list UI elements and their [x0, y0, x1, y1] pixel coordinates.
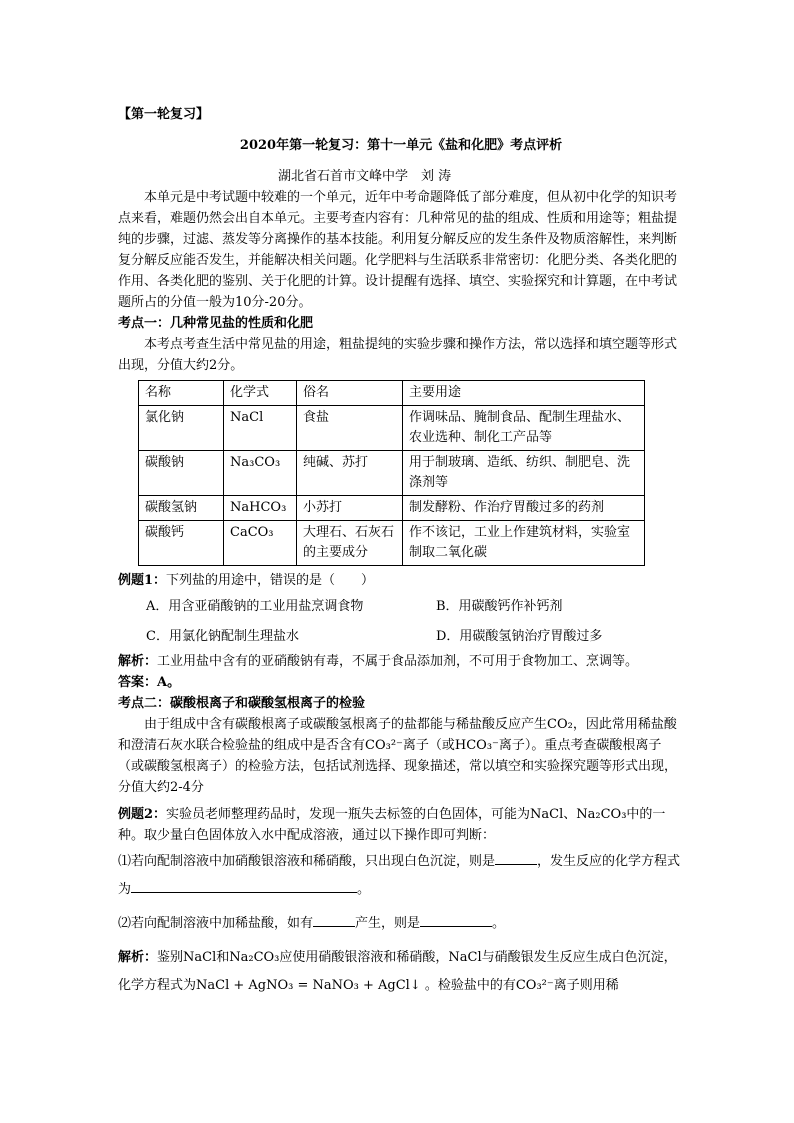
option-d: D．用碳酸氢钠治疗胃酸过多	[436, 628, 603, 644]
table-cell: 食盐	[297, 406, 403, 451]
answer-blank[interactable]	[420, 912, 492, 927]
table-cell: NaHCO₃	[224, 496, 297, 521]
table-cell: 大理石、石灰石的主要成分	[297, 521, 403, 566]
table-cell: 碳酸氢钠	[139, 496, 224, 521]
table-row	[139, 496, 645, 521]
table-header-row	[139, 381, 645, 406]
example2-text: 实验员老师整理药品时，发现一瓶失去标签的白色固体，可能为NaCl、Na₂CO₃中的一种。取少量白色固体放入水中配成溶液，通过以下操作即可判断：	[118, 807, 666, 843]
table-cell: CaCO₃	[224, 521, 297, 566]
analysis-label: 解析：	[118, 950, 158, 965]
example1-text: 下列盐的用途中，错误的是（ ）	[166, 573, 375, 588]
kp1-heading: 考点一：几种常见盐的性质和化肥	[118, 316, 314, 331]
salt-table	[138, 380, 645, 566]
answer-blank[interactable]	[495, 850, 537, 865]
option-b: B．用碳酸钙作补钙剂	[436, 598, 563, 614]
example1-analysis	[118, 651, 684, 672]
q1-text-a: ⑴若向配制溶液中加硝酸银溶液和稀硝酸，只出现白色沉淀，则是	[118, 854, 496, 869]
page-title: 2020年第一轮复习：第十一单元《盐和化肥》考点评析	[239, 138, 563, 153]
q2-text-b: 产生，则是	[355, 916, 421, 931]
kp1-description: 本考点考查生活中常见盐的用途，粗盐提纯的实验步骤和操作方法，常以选择和填空题等形式出现，分值大约2分。	[118, 337, 678, 373]
table-cell: Na₃CO₃	[224, 451, 297, 496]
example1-label: 例题1：	[118, 573, 167, 588]
kp2-description: 由于组成中含有碳酸根离子或碳酸氢根离子的盐都能与稀盐酸反应产生CO₂，因此常用稀盐酸和澄清石灰水联合检验盐的组成中是否含有CO₃²⁻离子（或HCO₃⁻离子）。重点考查碳酸根离子（或碳酸氢根离子）的检验方法，包括试剂选择、现象描述，常以填空和实验探究题等形式出现，分值大约2-4分	[118, 717, 678, 795]
table-cell: 纯碱、苏打	[297, 451, 403, 496]
table-row	[139, 521, 645, 566]
intro-paragraph: 本单元是中考试题中较难的一个单元，近年中考命题降低了部分难度，但从初中化学的知识考点来看，难题仍然会出自本单元。主要考查内容有：几种常见的盐的组成、性质和用途等；粗盐提纯的步骤，过滤、蒸发等分离操作的基本技能。利用复分解反应的发生条件及物质溶解性，来判断复分解反应能否发生，并能解决相关问题。化学肥料与生活联系非常密切：化肥分类、各类化肥的作用、各类化肥的鉴别、关于化肥的计算。设计提醒有选择、填空、实验探究和计算题，在中考试题所占的分值一般为10分-20分。	[118, 190, 678, 310]
table-row	[139, 451, 645, 496]
table-cell: 用于制玻璃、造纸、纺织、制肥皂、洗涤剂等	[403, 451, 645, 496]
analysis-text: 鉴别NaCl和Na₂CO₃应使用硝酸银溶液和稀硝酸，NaCl与硝酸银发生反应生成白色沉淀，化学方程式为NaCl + AgNO₃ = NaNO₃ + AgCl↓ 。检验盐中的有CO₃²⁻离子则用稀	[118, 950, 677, 993]
section-header: 【第一轮复习】	[118, 107, 210, 122]
table-cell: 小苏打	[297, 496, 403, 521]
example2-q1	[118, 848, 684, 904]
table-cell: NaCl	[224, 406, 297, 451]
table-cell: 碳酸钠	[139, 451, 224, 496]
table-row	[139, 406, 645, 451]
q2-end: 。	[492, 916, 506, 931]
q2-text-a: ⑵若向配制溶液中加稀盐酸，如有	[118, 916, 314, 931]
table-cell: 作调味品、腌制食品、配制生理盐水、农业选种、制化工产品等	[403, 406, 645, 451]
author-line: 湖北省石首市文峰中学 刘 涛	[278, 169, 452, 184]
example1-answer: 答案：A。	[118, 675, 181, 690]
table-cell: 碳酸钙	[139, 521, 224, 566]
table-cell: 氯化钠	[139, 406, 224, 451]
table-cell: 制发酵粉、作治疗胃酸过多的药剂	[403, 496, 645, 521]
table-header-cell: 主要用途	[403, 381, 645, 406]
table-cell: 作不该记，工业上作建筑材料，实验室制取二氧化碳	[403, 521, 645, 566]
example2-analysis	[118, 944, 684, 1000]
example1-question	[118, 570, 684, 591]
answer-blank[interactable]	[313, 912, 355, 927]
document-page	[118, 104, 684, 1000]
example2-q2	[118, 910, 684, 938]
example2-label: 例题2：	[118, 807, 167, 822]
table-header-cell: 名称	[139, 381, 224, 406]
option-a: A．用含亚硝酸钠的工业用盐烹调食物	[146, 598, 364, 614]
analysis-text: 工业用盐中含有的亚硝酸钠有毒，不属于食品添加剂，不可用于食物加工、烹调等。	[157, 654, 639, 669]
analysis-label: 解析：	[118, 654, 158, 669]
table-header-cell: 化学式	[224, 381, 297, 406]
kp2-heading: 考点二：碳酸根离子和碳酸氢根离子的检验	[118, 696, 366, 711]
q1-text-b: ，发生反应的化学方程式为	[118, 854, 681, 897]
example1-options	[146, 591, 684, 651]
q1-end: 。	[357, 882, 371, 897]
table-header-cell: 俗名	[297, 381, 403, 406]
option-c: C．用氯化钠配制生理盐水	[146, 628, 299, 644]
answer-blank[interactable]	[131, 878, 357, 893]
example2-question	[118, 804, 684, 846]
